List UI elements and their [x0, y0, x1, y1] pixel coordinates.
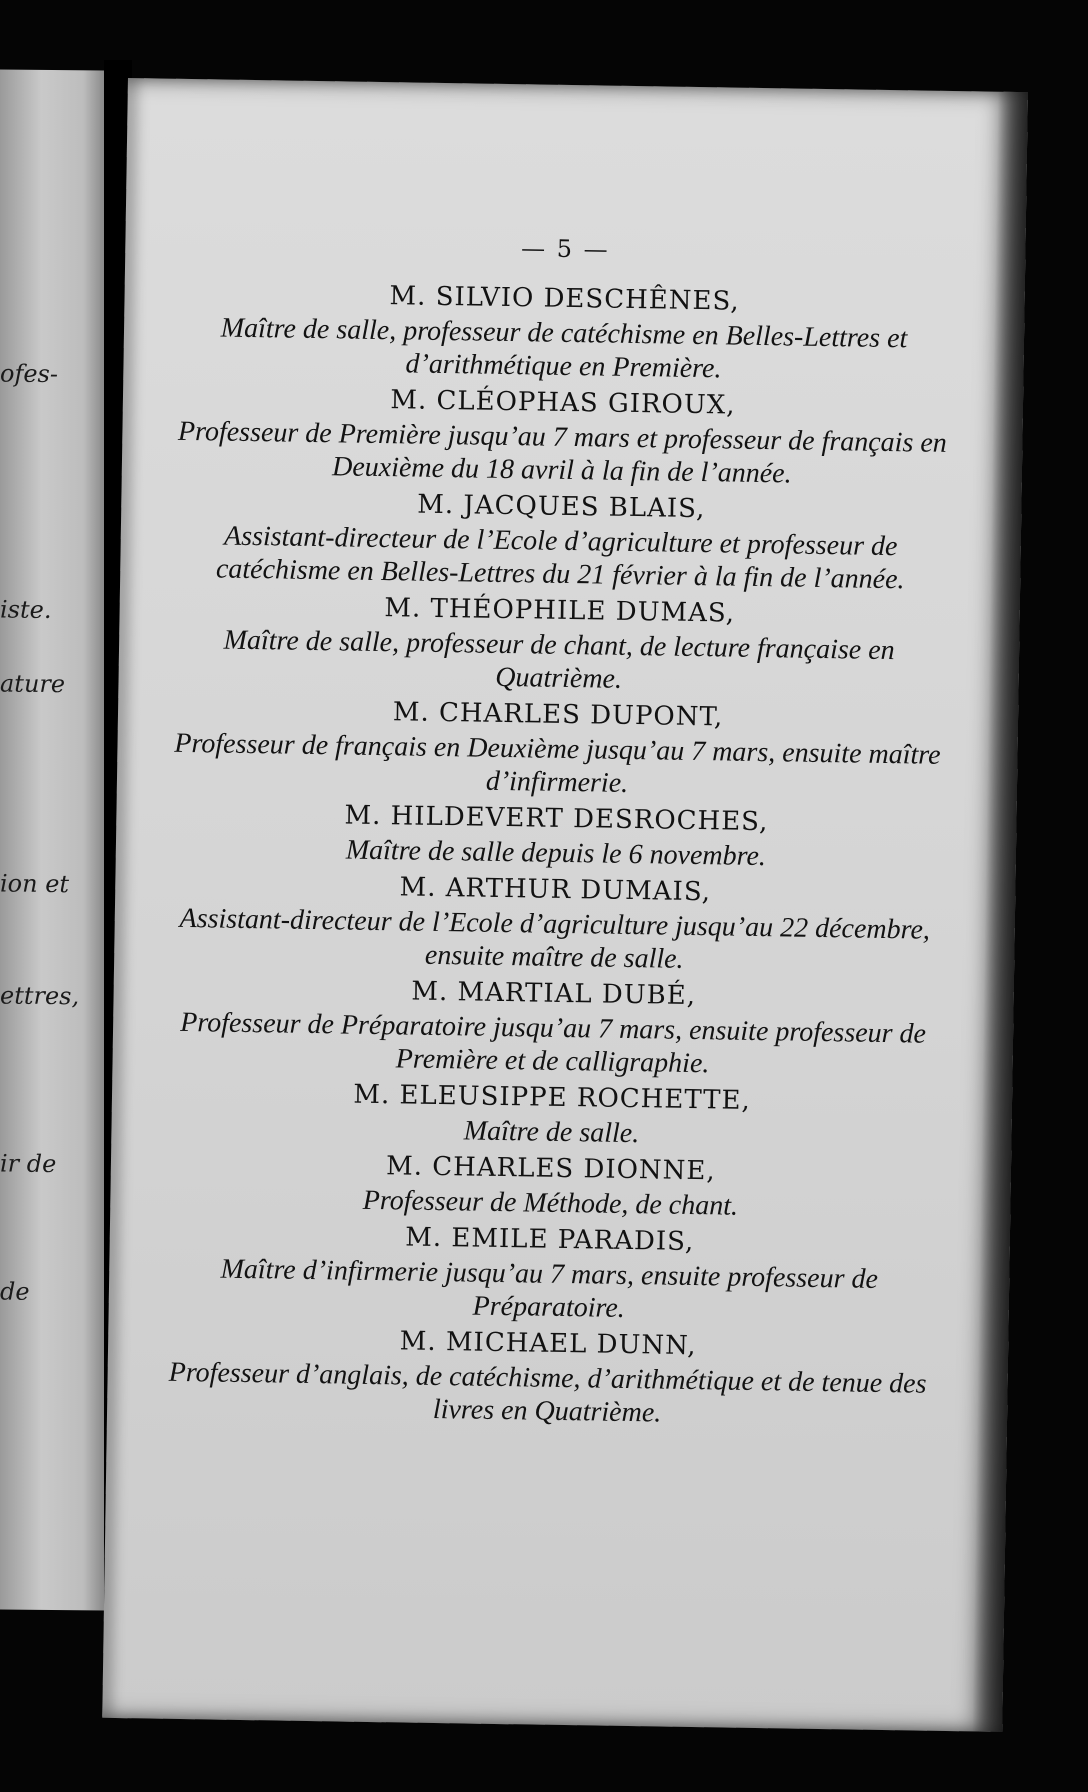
staff-name: M. EMILE PARADIS,	[405, 1222, 695, 1258]
staff-entry	[158, 587, 960, 702]
staff-entry	[152, 970, 954, 1085]
staff-name: M. SILVIO DESCHÊNES,	[389, 281, 740, 317]
staff-name: M. HILDEVERT DESROCHES,	[344, 800, 769, 838]
staff-entry	[154, 866, 956, 981]
staff-entry	[162, 379, 964, 494]
left-page-fragment: ion et	[0, 869, 70, 899]
staff-entry	[156, 795, 957, 877]
left-page-fragment: de	[0, 1277, 30, 1306]
staff-name: M. MARTIAL DUBÉ,	[411, 976, 697, 1012]
staff-description: Maître d’infirmerie jusqu’au 7 mars, ensuite professeur de Préparatoire.	[220, 1253, 879, 1324]
left-page-fragment: ature	[0, 669, 66, 699]
document-page	[102, 78, 1028, 1732]
staff-entry	[149, 1215, 951, 1330]
staff-name: M. ARTHUR DUMAIS,	[399, 872, 712, 908]
staff-description: Maître de salle.	[463, 1115, 640, 1150]
left-page-fragment: iste.	[0, 595, 52, 624]
staff-description: Maître de salle, professeur de chant, de lecture française en Quatrième.	[223, 624, 895, 695]
staff-name: M. ELEUSIPPE ROCHETTE,	[353, 1079, 751, 1116]
staff-name: M. CHARLES DIONNE,	[385, 1151, 716, 1187]
staff-description: Maître de salle depuis le 6 novembre.	[345, 834, 767, 873]
staff-entry	[157, 691, 959, 806]
staff-name: M. JACQUES BLAIS,	[417, 489, 706, 525]
left-page-fragment: ir de	[0, 1149, 57, 1179]
page-edge-shadow	[972, 92, 1028, 1732]
staff-description: Professeur d’anglais, de catéchisme, d’arithmétique et de tenue des livres en Quatrième.	[168, 1356, 927, 1429]
staff-entry	[151, 1074, 952, 1156]
staff-description: Professeur de Préparatoire jusqu’au 7 mars, ensuite professeur de Première et de calligraphie.	[180, 1006, 927, 1080]
staff-name: M. MICHAEL DUNN,	[399, 1326, 697, 1362]
left-page-fragment: ofes-	[0, 359, 58, 389]
staff-description: Assistant-directeur de l’Ecole d’agriculture jusqu’au 22 décembre, ensuite maître de salle.	[179, 902, 931, 975]
staff-entry	[163, 275, 965, 390]
staff-name: M. THÉOPHILE DUMAS,	[384, 593, 736, 629]
staff-name: M. CHARLES DUPONT,	[392, 697, 724, 733]
staff-entry	[147, 1319, 949, 1434]
staff-description: Professeur de français en Deuxième jusqu’au 7 mars, ensuite maître d’infirmerie.	[174, 727, 941, 799]
staff-name: M. CLÉOPHAS GIROUX,	[390, 385, 736, 421]
staff-entry	[150, 1144, 951, 1226]
left-page-fragment: ettres,	[0, 981, 80, 1011]
staff-entry	[160, 483, 962, 598]
previous-page-edge	[0, 69, 104, 1610]
staff-description: Maître de salle, professeur de catéchisme en Belles-Lettres et d’arithmétique en Première.	[220, 312, 908, 385]
staff-description: Professeur de Première jusqu’au 7 mars et professeur de français en Deuxième du 18 avril à la fin de l’année.	[177, 415, 948, 490]
staff-description: Professeur de Méthode, de chant.	[362, 1184, 739, 1222]
page-number: — 5 —	[520, 234, 610, 264]
page-content	[147, 229, 966, 1434]
staff-description: Assistant-directeur de l’Ecole d’agriculture et professeur de catéchisme en Belles-Lettres du 21 février à la fin de l’année.	[215, 520, 905, 596]
